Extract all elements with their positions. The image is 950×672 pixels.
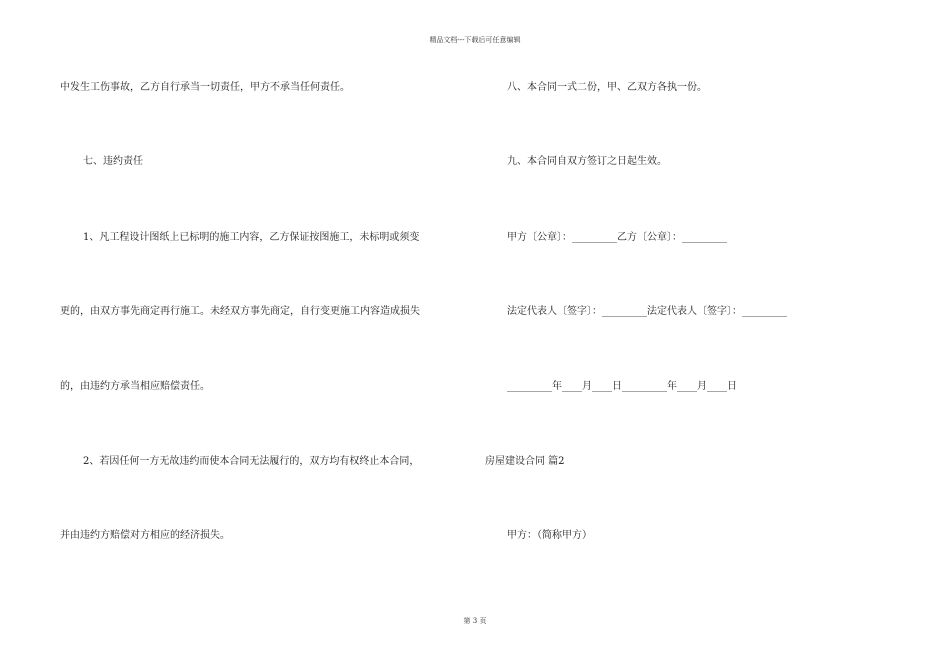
signature-line: 法定代表人〔签字〕：_________法定代表人〔签字〕：_________: [507, 306, 787, 317]
seal-line: 甲方〔公章〕：_________乙方〔公章〕：_________: [507, 232, 727, 243]
page-header: 精品文档---下载后可任意编辑: [429, 36, 521, 44]
date-line: _________年____月____日_________年____月____日: [507, 381, 737, 392]
contract-title: 房屋建设合同 篇2: [485, 456, 565, 467]
page-number: 第 3 页: [463, 617, 487, 625]
clause-nine: 九、本合同自双方签订之日起生效。: [507, 156, 667, 167]
left-line-3: 1、凡工程设计图纸上已标明的施工内容，乙方保证按图施工，未标明或须变: [83, 232, 420, 243]
left-line-5: 的，由违约方承当相应赔偿责任。: [60, 381, 210, 392]
party-a-line: 甲方：（简称甲方）: [507, 530, 592, 541]
clause-eight: 八、本合同一式二份，甲、乙双方各执一份。: [507, 82, 707, 93]
left-line-6: 2、若因任何一方无故违约而使本合同无法履行的，双方均有权终止本合同，: [83, 456, 420, 467]
left-line-7: 并由违约方赔偿对方相应的经济损失。: [60, 530, 230, 541]
section-heading-breach: 七、违约责任: [83, 156, 143, 167]
left-line-4: 更的，由双方事先商定再行施工。未经双方事先商定，自行变更施工内容造成损失: [60, 306, 420, 317]
left-line-1: 中发生工伤事故，乙方自行承当一切责任，甲方不承当任何责任。: [60, 82, 350, 93]
